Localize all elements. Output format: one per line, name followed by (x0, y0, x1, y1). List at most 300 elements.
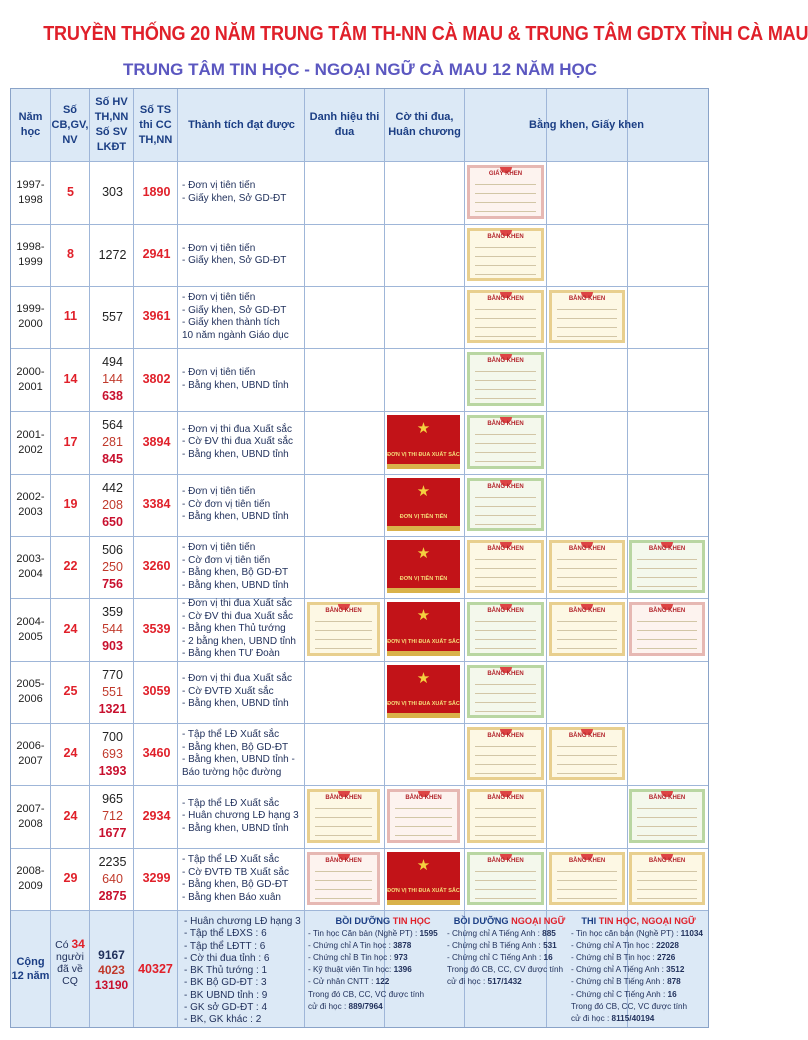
certificate-text-line (475, 764, 536, 765)
student-count-value: 544 (102, 622, 123, 636)
row-staff-count: 5 (67, 184, 74, 199)
student-count-value: 1272 (98, 247, 127, 262)
student-count-value: 693 (102, 746, 123, 761)
achievement-line: Báo tường hộc đường (182, 766, 282, 778)
certificate-text-line (475, 746, 536, 747)
stat-value: 889/7964 (348, 1001, 383, 1011)
achievement-line: - Bằng khen, Bộ GD-ĐT (182, 567, 289, 578)
student-count-value: 2875 (98, 888, 127, 903)
stat-value: 885 (542, 929, 556, 939)
certificate-text-line (475, 524, 536, 525)
certificate-text-line (475, 452, 536, 453)
certificate-text-line (475, 586, 536, 587)
summary-students (90, 948, 133, 993)
summary-award-line: - BK UBND tỉnh : 9 (184, 989, 268, 1001)
emulation-flag-photo (387, 665, 460, 718)
summary-label: Cộng 12 năm (11, 955, 50, 982)
certificate-text-line (315, 889, 372, 890)
summary-award-line: - Cờ thi đua tỉnh : 6 (184, 952, 270, 964)
achievement-line: - Giấy khen, Sở GD-ĐT (182, 192, 287, 204)
certificate-text-line (557, 773, 617, 774)
certificate-text-line (475, 274, 536, 275)
summary-stat-line: Trong đó CB, CC, VC được tính (571, 1001, 688, 1011)
student-count-value: 756 (102, 576, 123, 591)
certificate-text-line (315, 808, 372, 809)
certificate-heading: BẰNG KHEN (568, 733, 606, 739)
summary-award-line: - BK Thủ tướng : 1 (184, 965, 268, 977)
certificate-text-line (475, 621, 536, 622)
achievement-line: 10 năm ngành Giáo dục (182, 329, 289, 341)
certificate-text-line (637, 898, 697, 899)
achievement-line: - Bằng khen, UBND tỉnh (182, 379, 289, 391)
achievement-line: - Bằng khen, Bộ GD-ĐT (182, 879, 289, 890)
flag-caption: ĐƠN VỊ THI ĐUA XUẤT SẮC (387, 452, 460, 458)
achievement-line: - Bằng khen, UBND tỉnh - (182, 754, 295, 765)
flag-star-icon: ★ (416, 670, 431, 687)
certificate-text-line (475, 336, 536, 337)
row-staff-count: 19 (63, 497, 78, 511)
certificate-heading: BẰNG KHEN (405, 795, 442, 801)
row-candidate-count: 3460 (142, 746, 171, 760)
certificate-photo (629, 540, 705, 593)
stat-value: 22028 (656, 941, 679, 951)
stat-value: 2726 (657, 953, 676, 963)
row-staff-count: 8 (67, 247, 74, 261)
certificate-photo (549, 727, 625, 780)
heading-part: BỒI DƯỠNG (335, 916, 393, 926)
certificate-text-line (475, 880, 536, 881)
student-count-value: 359 (102, 605, 123, 619)
flag-caption: ĐƠN VỊ TIÊN TIẾN (399, 576, 448, 582)
header-candidates: Số TS thi CC TH,NN (138, 103, 173, 146)
certificate-text-line (475, 327, 536, 328)
achievement-line: - Đơn vị thi đua Xuất sắc (182, 598, 292, 610)
achievement-line: - Đơn vị tiên tiến (182, 242, 256, 254)
certificate-photo (467, 290, 544, 343)
achievement-line: - Bằng khen, UBND tỉnh (182, 511, 289, 523)
summary-students-total: 13190 (94, 978, 129, 992)
flag-caption: ĐƠN VỊ TIÊN TIẾN (399, 514, 448, 520)
certificate-text-line (395, 835, 452, 836)
certificate-heading: BẰNG KHEN (487, 858, 524, 864)
certificate-text-line (557, 755, 617, 756)
student-count-value: 281 (102, 435, 123, 449)
certificate-text-line (557, 764, 617, 765)
certificate-text-line (475, 389, 536, 390)
certificate-text-line (315, 898, 372, 899)
summary-staff-suffix: người đã về CQ (56, 951, 84, 987)
certificate-heading: BẰNG KHEN (568, 858, 606, 864)
certificate-heading: BẰNG KHEN (487, 234, 524, 240)
certificate-text-line (475, 515, 536, 516)
row-year: 2000- 2001 (16, 365, 45, 393)
certificate-text-line (475, 559, 536, 560)
achievement-line: - Đơn vị tiên tiến (182, 367, 256, 378)
certificate-text-line (557, 586, 617, 587)
header-year: Năm học (18, 111, 43, 138)
poster-subtitle: TRUNG TÂM TIN HỌC - NGOẠI NGỮ CÀ MAU 12 NĂM HỌC (122, 60, 598, 79)
summary-stat-line: cử đi học : 889/7964 (308, 1001, 383, 1011)
certificate-text-line (315, 648, 372, 649)
header-achievements: Thành tích đạt được (188, 118, 295, 131)
flag-caption: ĐƠN VỊ THI ĐUA XUẤT SẮC (387, 639, 460, 645)
student-count-value: 557 (102, 309, 123, 324)
certificate-heading: BẰNG KHEN (568, 296, 606, 302)
student-count-value: 770 (102, 667, 123, 682)
summary-stat-line: cử đi học : 8115/40194 (571, 1013, 655, 1023)
summary-staff-count: 34 (71, 937, 85, 951)
certificate-text-line (637, 577, 697, 578)
row-candidate-count: 3802 (142, 371, 171, 386)
certificate-text-line (557, 880, 617, 881)
achievement-line: - Cờ ĐVTĐ TB Xuất sắc (182, 866, 289, 878)
achievement-line: - Cờ ĐV thi đua Xuất sắc (182, 436, 294, 448)
certificate-text-line (475, 639, 536, 640)
poster-title: TRUYỀN THỐNG 20 NĂM TRUNG TÂM TH-NN CÀ MAU & TRUNG TÂM GDTX TỈNH CÀ MAU (43, 22, 808, 45)
achievement-line: - Cờ ĐV thi đua Xuất sắc (182, 610, 294, 622)
row-staff-count: 24 (63, 746, 78, 760)
certificate-text-line (637, 826, 697, 827)
header-students: Số HV TH,NN Số SV LKĐT (94, 96, 129, 153)
certificate-photo (467, 352, 544, 406)
student-count-value: 965 (102, 792, 123, 806)
certificate-text-line (475, 630, 536, 631)
certificate-text-line (475, 889, 536, 890)
row-year: 2003- 2004 (16, 553, 45, 580)
row-staff-count: 17 (63, 434, 78, 449)
row-staff-count: 22 (63, 559, 78, 573)
row-candidate-count: 1890 (142, 184, 171, 199)
row-staff-count: 24 (63, 621, 78, 636)
certificate-photo (467, 727, 544, 780)
summary-award-line: - GK sở GD-ĐT : 4 (184, 1002, 268, 1014)
row-candidate-count: 3894 (142, 434, 171, 449)
achievement-line: - Bằng khen, UBND tỉnh (182, 822, 289, 834)
certificate-heading: BẰNG KHEN (487, 608, 524, 614)
certificate-photo (307, 602, 380, 656)
summary-stat-line: Trong đó CB, CC, CV được tính (447, 965, 564, 975)
summary-stat-line: - Chứng chỉ A Tiếng Anh : 885 (447, 929, 556, 939)
row-year: 1997- 1998 (16, 178, 45, 206)
flag-caption: ĐƠN VỊ THI ĐUA XUẤT SẮC (387, 701, 460, 707)
flag-star-icon: ★ (416, 607, 431, 624)
certificate-text-line (557, 639, 617, 640)
student-count-value: 638 (102, 389, 123, 403)
certificate-heading: BẰNG KHEN (487, 733, 524, 739)
achievement-line: - Huân chương LĐ hạng 3 (182, 810, 299, 822)
achievement-line: - Bằng khen Báo xuân (182, 891, 281, 903)
certificate-text-line (475, 817, 536, 818)
certificate-photo (549, 290, 625, 343)
summary-stat-line: - Chứng chỉ C Tiếng Anh : 16 (447, 953, 553, 963)
certificate-text-line (475, 755, 536, 756)
summary-stat-line: - Chứng chỉ B Tiếng Anh : 878 (571, 977, 681, 987)
achievement-line: - Cờ đơn vị tiên tiến (182, 554, 271, 566)
summary-students-it: 9167 (98, 948, 125, 962)
certificate-text-line (637, 808, 697, 809)
certificate-text-line (475, 648, 536, 649)
emulation-flag-photo (387, 540, 460, 593)
student-count-value: 250 (102, 559, 123, 574)
achievement-line: - Đơn vị thi đua Xuất sắc (182, 423, 292, 435)
certificate-text-line (557, 559, 617, 560)
certificate-text-line (637, 568, 697, 569)
stat-value: 8115/40194 (611, 1013, 655, 1023)
summary-award-line: - BK, GK khác : 2 (184, 1014, 262, 1026)
flag-star-icon: ★ (416, 420, 431, 437)
student-count-value: 650 (102, 514, 123, 529)
stat-value: 517/1432 (487, 977, 522, 987)
certificate-photo (387, 789, 460, 843)
header-emulation-title: Danh hiệu thi đua (309, 111, 380, 138)
certificate-text-line (475, 711, 536, 712)
certificate-heading: BẰNG KHEN (487, 296, 524, 302)
summary-candidates: 40327 (138, 962, 173, 976)
certificate-text-line (557, 898, 617, 899)
certificate-heading: BẰNG KHEN (487, 358, 524, 364)
row-year: 1999- 2000 (16, 303, 45, 330)
certificate-heading: BẰNG KHEN (487, 795, 524, 801)
certificate-text-line (315, 880, 372, 881)
certificate-text-line (315, 835, 372, 836)
achievement-line: - Giấy khen thành tích (182, 317, 280, 328)
student-count-value: 144 (102, 372, 123, 386)
certificate-heading: BẰNG KHEN (487, 484, 524, 490)
achievement-line: - Đơn vị tiên tiến (182, 180, 256, 191)
certificate-text-line (475, 309, 536, 310)
certificate-text-line (315, 621, 372, 622)
student-count-value: 551 (102, 684, 123, 699)
header-certificates: Bằng khen, Giấy khen (529, 118, 644, 131)
certificate-photo (629, 852, 705, 905)
row-year: 2005- 2006 (16, 678, 45, 705)
certificate-text-line (475, 506, 536, 507)
row-year: 2007- 2008 (16, 802, 45, 830)
certificate-photo (467, 478, 544, 531)
summary-column-heading (308, 915, 458, 927)
heading-highlight: NGOẠI NGỮ (511, 916, 566, 926)
summary-students-ln: 4023 (98, 963, 125, 977)
header-flag-medal: Cờ thi đua, Huân chương (388, 111, 461, 138)
achievement-line: - Giấy khen, Sở GD-ĐT (182, 304, 287, 316)
certificate-text-line (475, 835, 536, 836)
certificate-text-line (557, 309, 617, 310)
certificate-heading: BẰNG KHEN (648, 608, 686, 614)
row-staff-count: 29 (63, 871, 78, 885)
student-count-value: 564 (102, 418, 123, 432)
summary-stat-line: - Tin học Căn bản (Nghề PT) : 1595 (308, 929, 438, 939)
row-candidate-count: 2934 (142, 808, 171, 823)
achievement-line: - Đơn vị tiên tiến (182, 542, 256, 553)
flag-star-icon: ★ (416, 545, 431, 562)
summary-stat-line: - Tin học căn bản (Nghề PT) : 11034 (571, 929, 703, 939)
summary-award-line: - BK Bộ GD-ĐT : 3 (184, 977, 267, 989)
stat-value: 3512 (666, 965, 685, 975)
summary-stat-line: - Chứng chỉ A Tin học : 3878 (308, 941, 412, 951)
certificate-photo (467, 415, 544, 469)
certificate-heading: BẰNG KHEN (487, 546, 524, 552)
certificate-text-line (475, 497, 536, 498)
certificate-text-line (557, 318, 617, 319)
student-count-value: 845 (102, 452, 123, 466)
certificate-photo (467, 852, 544, 905)
summary-stat-line: - Cử nhân CNTT : 122 (308, 977, 390, 987)
certificate-text-line (557, 568, 617, 569)
certificate-heading: BẰNG KHEN (325, 608, 362, 614)
achievement-line: - Bằng khen, Bộ GD-ĐT (182, 741, 289, 753)
certificate-heading: BẰNG KHEN (325, 795, 362, 801)
certificate-photo (307, 789, 380, 843)
certificate-heading: BẰNG KHEN (568, 608, 606, 614)
achievement-line: - Tập thể LĐ Xuất sắc (182, 797, 280, 809)
student-count-value: 712 (102, 809, 123, 823)
summary-award-line: - Tập thể LĐTT : 6 (184, 940, 266, 952)
achievement-line: - Giấy khen, Sở GD-ĐT (182, 255, 287, 266)
certificate-heading: BẰNG KHEN (648, 546, 686, 552)
certificate-text-line (475, 773, 536, 774)
certificate-text-line (475, 693, 536, 694)
summary-stat-line: cử đi học : 517/1432 (447, 977, 522, 987)
certificate-photo (467, 165, 544, 219)
certificate-text-line (475, 898, 536, 899)
certificate-text-line (475, 684, 536, 685)
summary-stat-line: - Chứng chỉ B Tin học : 2726 (571, 953, 676, 963)
achievement-line: - Đơn vị thi đua Xuất sắc (182, 673, 292, 685)
certificate-heading: BẰNG KHEN (568, 546, 606, 552)
summary-stat-line: - Kỹ thuật viên Tin học: 1396 (308, 965, 412, 975)
student-count-value: 494 (102, 355, 123, 369)
certificate-text-line (475, 871, 536, 872)
certificate-photo (467, 228, 544, 281)
stat-value: 973 (394, 953, 408, 963)
certificate-text-line (475, 826, 536, 827)
student-count-value: 1677 (98, 826, 127, 840)
summary-stat-line: - Chứng chỉ A Tiếng Anh : 3512 (571, 965, 685, 975)
stat-value: 11034 (680, 929, 703, 939)
certificate-text-line (315, 871, 372, 872)
achievement-line: - Bằng khen, UBND tỉnh (182, 579, 289, 591)
summary-exams (571, 915, 706, 1025)
certificate-text-line (637, 835, 697, 836)
student-count-value: 442 (102, 480, 123, 495)
heading-part: THI (581, 916, 599, 926)
certificate-text-line (637, 871, 697, 872)
flag-star-icon: ★ (416, 483, 431, 500)
student-count-value: 506 (102, 542, 123, 557)
row-year: 2002- 2003 (16, 491, 45, 518)
certificate-text-line (475, 434, 536, 435)
certificate-photo (549, 852, 625, 905)
heading-part: BỒI DƯỠNG (453, 916, 512, 926)
row-staff-count: 14 (63, 371, 78, 386)
row-staff-count: 25 (63, 684, 78, 698)
certificate-text-line (475, 265, 536, 266)
row-staff-count: 11 (63, 309, 78, 323)
row-candidate-count: 3059 (142, 684, 171, 698)
certificate-text-line (475, 380, 536, 381)
certificate-heading: BẰNG KHEN (325, 858, 362, 864)
row-year: 2004- 2005 (16, 615, 45, 643)
row-staff-count: 24 (63, 808, 78, 823)
certificate-heading: BẰNG KHEN (487, 421, 524, 427)
student-count-value: 1393 (98, 763, 127, 778)
certificate-text-line (475, 398, 536, 399)
stat-value: 1396 (393, 965, 412, 975)
stat-value: 531 (543, 941, 557, 951)
student-count-value: 1321 (98, 701, 127, 716)
certificate-text-line (637, 648, 697, 649)
certificate-text-line (557, 746, 617, 747)
row-candidate-count: 3384 (142, 497, 171, 511)
emulation-flag-photo (387, 415, 460, 469)
certificate-text-line (557, 648, 617, 649)
row-year: 2006- 2007 (16, 740, 45, 767)
certificate-text-line (637, 621, 697, 622)
summary-award-line: - Huân chương LĐ hạng 3 (184, 916, 301, 927)
summary-awards (184, 916, 304, 1027)
certificate-heading: GIẤY KHEN (488, 171, 523, 177)
certificate-text-line (315, 639, 372, 640)
certificate-photo (467, 540, 544, 593)
certificate-text-line (637, 639, 697, 640)
student-count-value: 700 (102, 729, 123, 744)
certificate-text-line (557, 621, 617, 622)
certificate-text-line (315, 817, 372, 818)
achievement-line: - Bằng khen, UBND tỉnh (182, 448, 289, 460)
certificate-photo (467, 789, 544, 843)
student-count-value: 2235 (98, 854, 127, 869)
certificate-text-line (395, 817, 452, 818)
certificate-photo (467, 602, 544, 656)
certificate-text-line (637, 817, 697, 818)
certificate-text-line (557, 327, 617, 328)
summary-stat-line: - Chứng chỉ C Tiếng Anh : 16 (571, 989, 677, 999)
certificate-text-line (395, 808, 452, 809)
row-candidate-count: 3260 (142, 559, 171, 573)
header-staff: Số CB,GV, NV (51, 103, 89, 146)
certificate-text-line (557, 630, 617, 631)
certificate-text-line (637, 559, 697, 560)
student-count-value: 303 (102, 185, 123, 199)
summary-language-training (447, 915, 572, 989)
certificate-text-line (475, 577, 536, 578)
student-count-value: 208 (102, 497, 123, 512)
summary-stat-line: - Chứng chỉ B Tiếng Anh : 531 (447, 941, 557, 951)
certificate-heading: BẰNG KHEN (648, 858, 686, 864)
certificate-photo (307, 852, 380, 905)
certificate-text-line (637, 630, 697, 631)
certificate-text-line (475, 371, 536, 372)
stat-value: 1595 (419, 929, 438, 939)
certificate-text-line (395, 826, 452, 827)
certificate-photo (467, 665, 544, 718)
row-year: 2001- 2002 (16, 428, 45, 456)
achievement-line: - 2 bằng khen, UBND tỉnh (182, 635, 296, 647)
certificate-text-line (637, 880, 697, 881)
row-candidate-count: 3299 (142, 871, 171, 885)
certificate-text-line (475, 461, 536, 462)
stat-value: 122 (375, 977, 390, 987)
certificate-text-line (475, 808, 536, 809)
stat-value: 3878 (393, 941, 412, 951)
summary-award-line: - Tập thể LĐXS : 6 (184, 928, 267, 940)
certificate-text-line (637, 889, 697, 890)
heading-highlight: TIN HỌC (392, 916, 431, 926)
achievement-line: - Đơn vị tiên tiến (182, 292, 256, 303)
achievement-line: - Cờ ĐVTĐ Xuất sắc (182, 685, 274, 697)
certificate-text-line (475, 702, 536, 703)
certificate-text-line (475, 256, 536, 257)
